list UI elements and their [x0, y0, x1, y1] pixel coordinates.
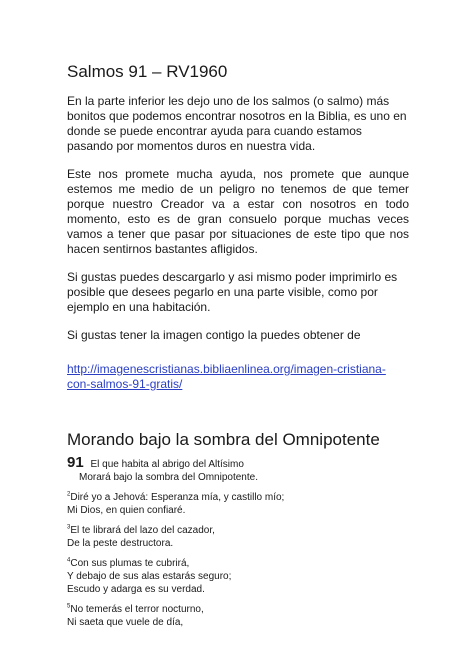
link-paragraph — [67, 356, 409, 392]
verse-number: 5 — [67, 603, 71, 610]
verse-2-line-1: Diré yo a Jehová: Esperanza mía, y castillo mío; — [70, 492, 285, 503]
verse-5-line-2: Ni saeta que vuele de día, — [67, 617, 184, 628]
verse-4-line-1: Con sus plumas te cubrirá, — [70, 558, 190, 569]
intro-paragraph-4: Si gustas tener la imagen contigo la puedes obtener de — [67, 328, 361, 342]
verse-1-line-2: Morará bajo la sombra del Omnipotente. — [79, 472, 258, 483]
verse-4-line-3: Escudo y adarga es su verdad. — [67, 584, 205, 595]
verse-number: 2 — [67, 491, 71, 498]
verse-4-line-2: Y debajo de sus alas estarás seguro; — [67, 571, 232, 582]
verse-4 — [67, 557, 409, 596]
document-body — [67, 62, 409, 636]
verse-1 — [67, 456, 409, 484]
verse-2-line-2: Mi Dios, en quien confiaré. — [67, 505, 186, 516]
verse-1-line-1: El que habita al abrigo del Altísimo — [90, 459, 244, 470]
document-title: Salmos 91 – RV1960 — [67, 62, 228, 81]
verse-5 — [67, 603, 409, 629]
verse-5-line-1: No temerás el terror nocturno, — [70, 604, 204, 615]
verse-number: 3 — [67, 524, 71, 531]
verse-3-line-1: El te librará del lazo del cazador, — [70, 525, 215, 536]
psalm-number: 91 — [67, 454, 84, 471]
intro-paragraph-3: Si gustas puedes descargarlo y asi mismo poder imprimirlo es posible que desees pegarlo en una parte visible, como por ejemplo en una habitación. — [67, 270, 398, 314]
verse-2 — [67, 491, 409, 517]
intro-paragraph-2: Este nos promete mucha ayuda, nos promete que aunque estemos me medio de un peligro no tenemos de que temer porque nuestro Creador va a estar con nosotros en todo momento, esto es de gran consuelo porque muchas veces vamos a tener que pasar por situaciones de este tipo que nos hacen sentirnos bastantes afligidos. — [67, 167, 409, 256]
image-download-link[interactable]: http://imagenescristianas.bibliaenlinea.org/imagen-cristiana-con-salmos-91-gratis/ — [67, 362, 386, 391]
verse-3 — [67, 524, 409, 550]
intro-paragraph-1: En la parte inferior les dejo uno de los salmos (o salmo) más bonitos que podemos encontrar nosotros en la Biblia, es uno en donde se puede encontrar ayuda para cuando estamos pasando por momentos duros en nuestra vida. — [67, 94, 407, 153]
section-title: Morando bajo la sombra del Omnipotente — [67, 430, 380, 449]
verse-3-line-2: De la peste destructora. — [67, 538, 174, 549]
verse-number: 4 — [67, 557, 71, 564]
